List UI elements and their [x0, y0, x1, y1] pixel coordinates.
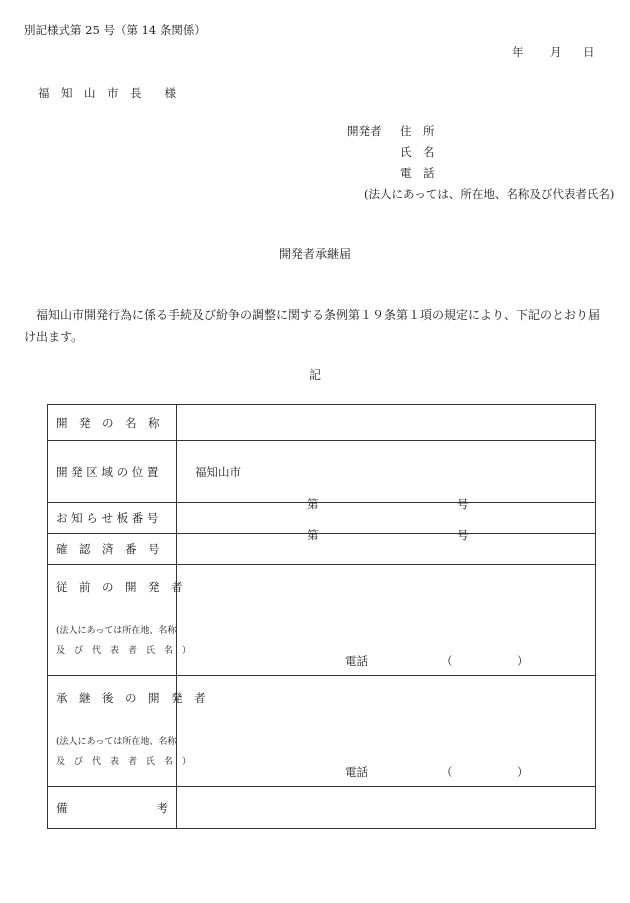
notice-board-value[interactable]	[177, 497, 596, 534]
document-title: 開発者承継届	[278, 247, 351, 261]
dev-name-label: 開 発 の 名 称	[48, 405, 177, 441]
next-dev-value[interactable]	[177, 676, 596, 787]
paren-close: ）	[517, 765, 529, 779]
dev-area-value[interactable]: 福知山市	[177, 441, 596, 503]
date-year-label: 年	[512, 45, 524, 59]
date-day-label: 日	[583, 45, 595, 59]
table-row-dev-area	[48, 441, 596, 503]
body-text: 福知山市開発行為に係る手続及び紛争の調整に関する条例第１９条第１項の規定により、下記のとおり届け出ます。	[24, 308, 601, 344]
dai-label: 第	[307, 528, 319, 542]
phone-label: 電 話	[400, 166, 435, 180]
confirm-no-value[interactable]	[177, 528, 596, 565]
application-table	[47, 404, 596, 829]
table-row-next-dev	[48, 676, 596, 787]
addressee: 福 知 山 市 長 様	[38, 86, 176, 100]
dev-area-label: 開 発 区 域 の 位 置	[48, 441, 177, 503]
tel-label: 電話	[345, 654, 368, 668]
dev-name-value[interactable]	[177, 405, 596, 441]
prev-dev-value[interactable]	[177, 565, 596, 676]
paren-open: （	[441, 765, 453, 779]
table-row-notice-board	[48, 503, 596, 534]
remarks-value[interactable]	[177, 787, 596, 829]
corporation-note: (法人にあっては、所在地、名称及び代表者氏名)	[364, 187, 615, 201]
paren-open: （	[441, 654, 453, 668]
confirm-no-label: 確 認 済 番 号	[48, 534, 177, 565]
prev-dev-label: 従 前 の 開 発 者 (法人にあっては所在地、名称 及 び 代 表 者 氏 名 ）	[48, 565, 177, 676]
tel-label: 電話	[345, 765, 368, 779]
dai-label: 第	[307, 497, 319, 511]
developer-label: 開発者	[347, 124, 382, 138]
date-month-label: 月	[550, 45, 562, 59]
table-row-prev-dev	[48, 565, 596, 676]
address-label: 住 所	[400, 124, 435, 138]
form-number: 別記様式第 25 号（第 14 条関係）	[24, 23, 206, 37]
remarks-label: 備 考	[48, 787, 177, 829]
table-row-confirm-no	[48, 534, 596, 565]
paren-close: ）	[517, 654, 529, 668]
table-row-remarks	[48, 787, 596, 829]
go-label: 号	[457, 497, 469, 511]
go-label: 号	[457, 528, 469, 542]
next-dev-label: 承 継 後 の 開 発 者 (法人にあっては所在地、名称 及 び 代 表 者 氏 名 ）	[48, 676, 177, 787]
name-label: 氏 名	[400, 145, 435, 159]
table-row-dev-name	[48, 405, 596, 441]
notice-board-label: お 知 ら せ 板 番 号	[48, 503, 177, 534]
ki-heading: 記	[308, 368, 321, 382]
